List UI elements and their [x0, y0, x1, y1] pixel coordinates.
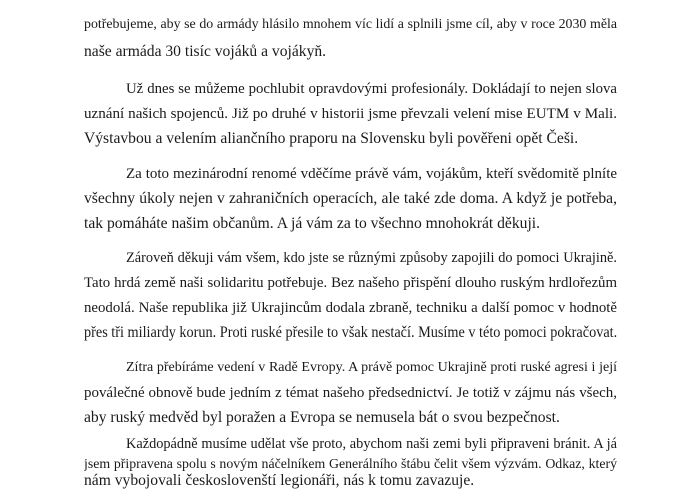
text-line: Tato hrdá země naši solidaritu potřebuje. Bez našeho přispění dlouho ruským hrdlořezům: [84, 275, 617, 291]
text-line: naše armáda 30 tisíc vojáků a vojákyň.: [84, 43, 327, 60]
text-line: Za toto mezinárodní renomé vděčíme právě vám, vojákům, kteří svědomitě plníte: [126, 166, 617, 182]
text-line: uznání našich spojenců. Již po druhé v historii jsme převzali velení mise EUTM v Mali.: [84, 106, 617, 122]
text-line: jsem připravena spolu s novým náčelníkem Generálního štábu čelit všem výzvám. Odkaz, který: [84, 456, 617, 471]
text-line: nám vybojovali českoslovenští legionáři, nás k tomu zavazuje.: [84, 472, 475, 489]
text-line: Zítra přebíráme vedení v Radě Evropy. A právě pomoc Ukrajině proti ruské agresi i její: [126, 360, 617, 375]
text-line: potřebujeme, aby se do armády hlásilo mnohem víc lidí a splnili jsme cíl, aby v roce 2030 měla: [84, 17, 617, 32]
text-line: Výstavbou a velením aliančního praporu na Slovensku byli pověřeni opět Češi.: [84, 130, 579, 147]
text-line: Každopádně musíme udělat vše proto, abychom naši zemi byli připraveni bránit. A já: [126, 436, 617, 452]
text-line: poválečné obnově bude jedním z témat našeho předsednictví. Je totiž v zájmu nás všech,: [84, 385, 617, 401]
text-line: tak pomáháte našim občanům. A já vám za to všechno mnohokrát děkuji.: [84, 215, 541, 232]
text-line: aby ruský medvěd byl poražen a Evropa se nemusela bát o svou bezpečnost.: [84, 409, 560, 426]
text-line: Zároveň děkuji vám všem, kdo jste se různými způsoby zapojili do pomoci Ukrajině.: [126, 250, 617, 266]
text-line: neodolá. Naše republika již Ukrajincům dodala zbraně, techniku a další pomoc v hodnotě: [84, 300, 617, 316]
text-line: všechny úkoly nejen v zahraničních operacích, ale také zde doma. A když je potřeba,: [84, 190, 617, 207]
text-line: přes tři miliardy korun. Proti ruské přesile to však nestačí. Musíme v této pomoci pokračovat.: [84, 324, 618, 341]
text-line: Už dnes se můžeme pochlubit opravdovými profesionály. Dokládají to nejen slova: [126, 81, 617, 97]
